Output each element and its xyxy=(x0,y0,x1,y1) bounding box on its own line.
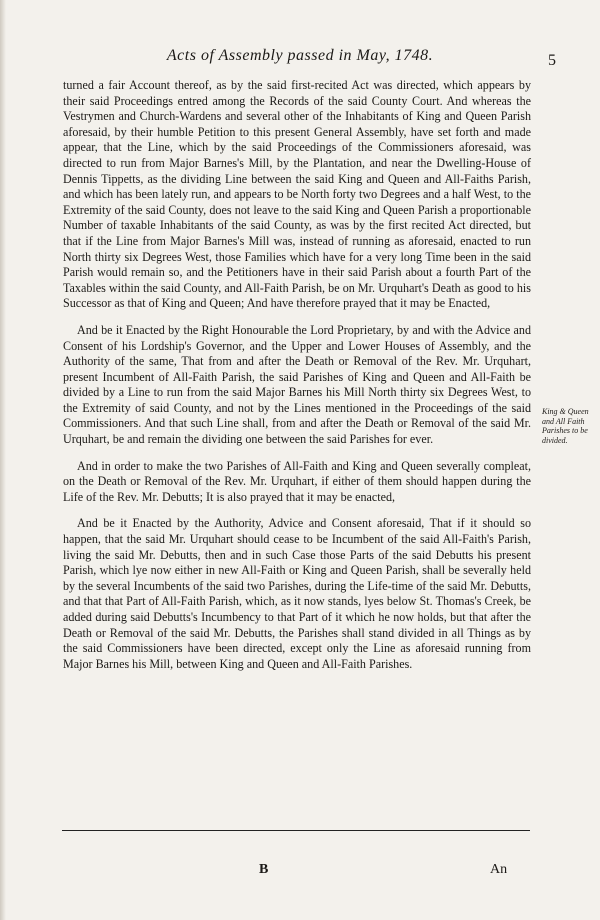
running-head: Acts of Assembly passed in May, 1748. xyxy=(166,47,434,64)
signature-mark: B xyxy=(259,862,269,877)
binding-shadow xyxy=(0,0,6,920)
paragraph-petition: And in order to make the two Parishes of All-Faith and King and Queen severally compleat, on the Death or Removal of the Rev. Mr. Urquhart, if either of them should happen during the Life of the Rev. Mr. Debutts; It is also prayed that it may be enacted, xyxy=(63,458,531,504)
footer-rule xyxy=(62,830,530,831)
margin-note: King & Queen and All Faith Parishes to be divided. xyxy=(542,407,589,445)
paragraph-enacting-clause: And be it Enacted by the Right Honourable the Lord Proprietary, by and with the Advice and Consent of his Lordship's Governor, and the Upper and Lower Houses of Assembly, and the Authority of the same, That from and after the Death or Removal of the Rev. Mr. Urquhart, present Incumbent of All-Faith Parish, the said Parishes of King and Queen and All-Faith be divided by a Line to run from the said Major Barnes his Mill North thirty six Degrees West, to the Extremity of said County, and not by the Lines mentioned in the Proceedings of the said Commissioners. And that such Line shall, from and after the Death or Removal of the said Mr. Urquhart, be and remain the dividing one between the said Parishes for ever. xyxy=(63,322,531,447)
catchword: An xyxy=(490,862,508,877)
paragraph-second-enactment: And be it Enacted by the Authority, Advice and Consent aforesaid, That if it should so happen, that the said Mr. Urquhart should cease to be Incumbent of the said All-Faith's Parish, living the said Mr. Debutts, then and in such Case those Parts of the said Debutts his present Parish, which lye now either in new All-Faith or King and Queen Parish, shall be severally held by the several Incumbents of the said two Parishes, during the Life-time of the said Mr. Debutts, and that that Part of All-Faith Parish, which, as it now stands, lyes below St. Thomas's Creek, be added during said Debutts's Incumbency to that Part of it which he now holds, but that after the Death or Removal of the said Mr. Debutts, the Parishes shall stand divided in all Things as by the said Commissioners have been directed, except only the Line as aforesaid running from Major Barnes his Mill, between King and Queen and All-Faith Parishes. xyxy=(63,516,531,671)
page-number: 5 xyxy=(548,52,556,69)
body-text xyxy=(63,78,531,672)
paragraph-preamble: turned a fair Account thereof, as by the said first-recited Act was directed, which appears by their said Proceedings entred among the Records of the said County Court. And whereas the Vestrymen and Church-Wardens and several other of the Inhabitants of King and Queen Parish aforesaid, by their humble Petition to this present General Assembly, have set forth and made appear, that the Line, which by the said Proceedings of the Commissioners aforesaid, was directed to run from Major Barnes's Mill, by the Plantation, and near the Dwelling-House of Dennis Tippetts, as the dividing Line between the said King and Queen and All-Faiths Parish, and which has been lately run, and appears to be North forty two Degrees and a half West, to the Extremity of the said County, does not leave to the said King and Queen Parish a proportionable Number of taxable Inhabitants of the said County, as was by the first recited Act directed, but that if the Line from Major Barnes's Mill was, instead of running as aforesaid, enacted to run North thirty six Degrees West, those Families which have for a very long Time been in the said Parish would remain so, and the Petitioners have in their said Parish about a fourth Part of the Taxables within the said County, and All-Faith Parish, be on Mr. Urquhart's Death as good to his Successor as that of King and Queen; And have therefore prayed that it may be Enacted, xyxy=(63,78,531,311)
